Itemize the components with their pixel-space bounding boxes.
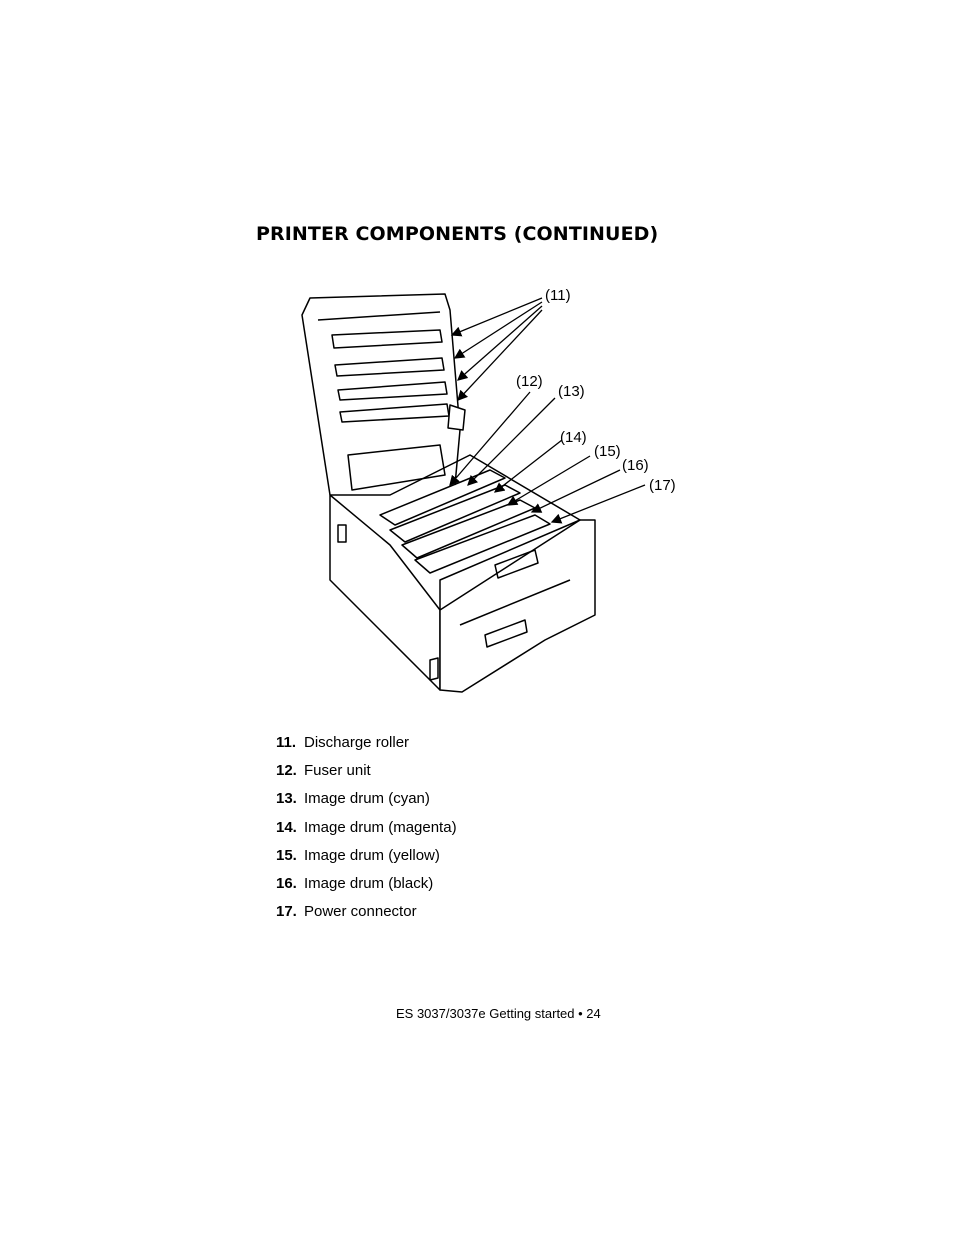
printer-drawing [290, 280, 690, 700]
callout-14: (14) [560, 429, 587, 446]
item-number: 11. [276, 734, 297, 751]
item-number: 15. [276, 846, 297, 864]
list-item [276, 734, 457, 762]
item-label: Power connector [304, 903, 417, 921]
list-item [276, 847, 457, 875]
page-heading: PRINTER COMPONENTS (CONTINUED) [256, 223, 659, 245]
item-label: Image drum (yellow) [304, 846, 440, 864]
component-list [276, 734, 457, 931]
item-number: 12. [276, 762, 297, 780]
item-label: Image drum (magenta) [304, 818, 457, 836]
item-label: Image drum (black) [304, 874, 434, 892]
list-item [276, 875, 457, 903]
list-item [276, 762, 457, 790]
callout-13: (13) [558, 383, 585, 400]
item-number: 17. [276, 903, 297, 921]
callout-16: (16) [622, 457, 649, 474]
callout-15: (15) [594, 443, 621, 460]
list-item [276, 819, 457, 847]
item-number: 13. [276, 790, 297, 808]
item-number: 16. [276, 874, 297, 892]
callout-17: (17) [649, 477, 676, 494]
page-footer: ES 3037/3037e Getting started • 24 [396, 1006, 601, 1021]
item-number: 14. [276, 818, 297, 836]
printer-illustration [290, 280, 690, 700]
callout-11: (11) [545, 287, 571, 304]
item-label: Image drum (cyan) [304, 790, 430, 808]
callout-12: (12) [516, 373, 543, 390]
item-label: Fuser unit [304, 762, 371, 780]
list-item [276, 790, 457, 818]
item-label: Discharge roller [304, 734, 410, 751]
list-item [276, 903, 457, 931]
